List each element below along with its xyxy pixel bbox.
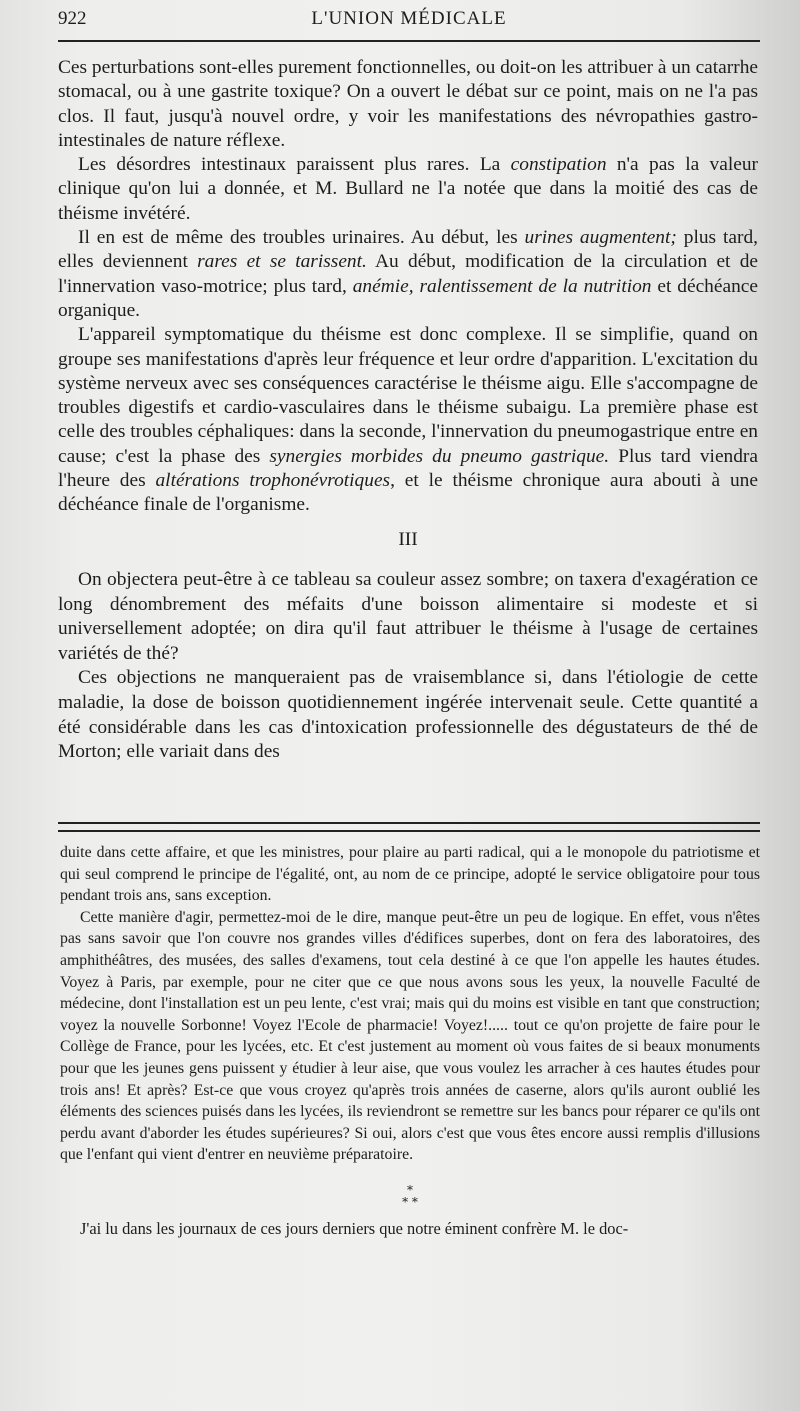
page-number: 922	[58, 8, 87, 29]
page-header	[58, 8, 760, 34]
header-rule	[58, 40, 760, 42]
paragraph: Ces perturbations sont-elles purement fonctionnelles, ou doit-on les attribuer à un catarrhe stomacal, ou à une gastrite toxique? On a ouvert le débat sur ce point, mais on ne l'a pas clos. Il faut, jusqu'à nouvel ordre, y voir les manifestations des névropathies gastro-intestinales de nature réflexe.	[58, 57, 759, 151]
footnote-paragraph: J'ai lu dans les journaux de ces jours derniers que notre éminent confrère M. le doc-	[80, 1218, 629, 1238]
paragraph: Ces objections ne manqueraient pas de vraisemblance si, dans l'étiologie de cette maladie, la dose de boisson quotidiennement ingérée intervenait seule. Cette quantité a été considérable dans les cas d'intoxication professionnelle des dégustateurs de thé de Morton; elle variait dans des	[58, 667, 758, 763]
footnote-separator	[58, 822, 760, 832]
section-number: III	[398, 528, 418, 550]
paragraph: On objectera peut-être à ce tableau sa couleur assez sombre; on taxera d'exagération ce long dénombrement des méfaits d'une boisson alimentaire si modeste et si universellement adoptée; on dira qu'il faut attribuer le théisme à l'usage de certaines variétés de thé?	[58, 568, 758, 664]
paragraph: Les désordres intestinaux paraissent plus rares. La constipation n'a pas la valeur clinique qu'on lui a donnée, et M. Bullard ne l'a notée que dans la moitié des cas de théisme invétéré.	[58, 154, 758, 224]
paragraph: Il en est de même des troubles urinaires. Au début, les urines augmentent; plus tard, elles deviennent rares et se tarissent. Au début, modification de la circulation et de l'innervation vaso-motrice; plus tard, anémie, ralentissement de la nutrition et déchéance organique.	[58, 227, 759, 321]
footnote-paragraph: duite dans cette affaire, et que les ministres, pour plaire au parti radical, qui a le monopole du patriotisme et qui seul comprend le principe de l'égalité, ont, au nom de ce principe, adopté le service obligatoire pour tous pendant trois ans, sans exception.	[60, 844, 760, 905]
paragraph: L'appareil symptomatique du théisme est donc complexe. Il se simplifie, quand on groupe ses manifestations d'après leur fréquence et leur ordre d'apparition. L'excitation du système nerveux avec ses conséquences caractérise le théisme aigu. Elle s'accompagne de troubles digestifs et cardio-vasculaires dans le théisme subaigu. La première phase est celle des troubles céphaliques: dans la seconde, l'innervation du pneumogastrique entre en cause; c'est la phase des synergies morbides du pneumo gastrique. Plus tard viendra l'heure des altérations trophonévrotiques, et le théisme chronique aura abouti à une déchéance finale de l'organisme.	[58, 324, 758, 516]
asterism: * * *	[402, 1182, 418, 1209]
footnotes	[60, 842, 760, 1240]
footnote-paragraph: Cette manière d'agir, permettez-moi de le dire, manque peut-être un peu de logique. En effet, vous n'êtes pas sans savoir que l'on couvre nos grandes villes d'édifices superbes, dont on fera des laboratoires, des amphithéâtres, des musées, des salles d'examens, tout cela destiné à ce que l'on appelle les hautes études. Voyez à Paris, par exemple, pour ne citer que ce que nous avons sous les yeux, la nouvelle Faculté de médecine, dont l'installation est un peu lente, c'est vrai; mais qui du moins est visible en tant que construction; voyez la nouvelle Sorbonne! Voyez l'Ecole de pharmacie! Voyez!..... tout ce qu'on projette de faire pour le Collège de France, pour les lycées, etc. Et c'est justement au moment où vous faites de si beaux monuments pour que les jeunes gens puissent y étudier à leur aise, que vous voulez les arracher à ces hautes études pour trois ans! Et après? Est-ce que vous croyez qu'après trois années de caserne, alors qu'ils auront oublié les éléments des sciences puisés dans les lycées, ils reviendront se remettre sur les bancs pour réparer ce qu'ils ont perdu avant d'aborder les études supérieures? Si oui, alors c'est que vous êtes encore aussi remplis d'illusions que l'enfant qui vient d'entrer en neuvième préparatoire.	[60, 908, 760, 1164]
running-title: L'UNION MÉDICALE	[311, 8, 507, 29]
main-text	[58, 56, 758, 765]
